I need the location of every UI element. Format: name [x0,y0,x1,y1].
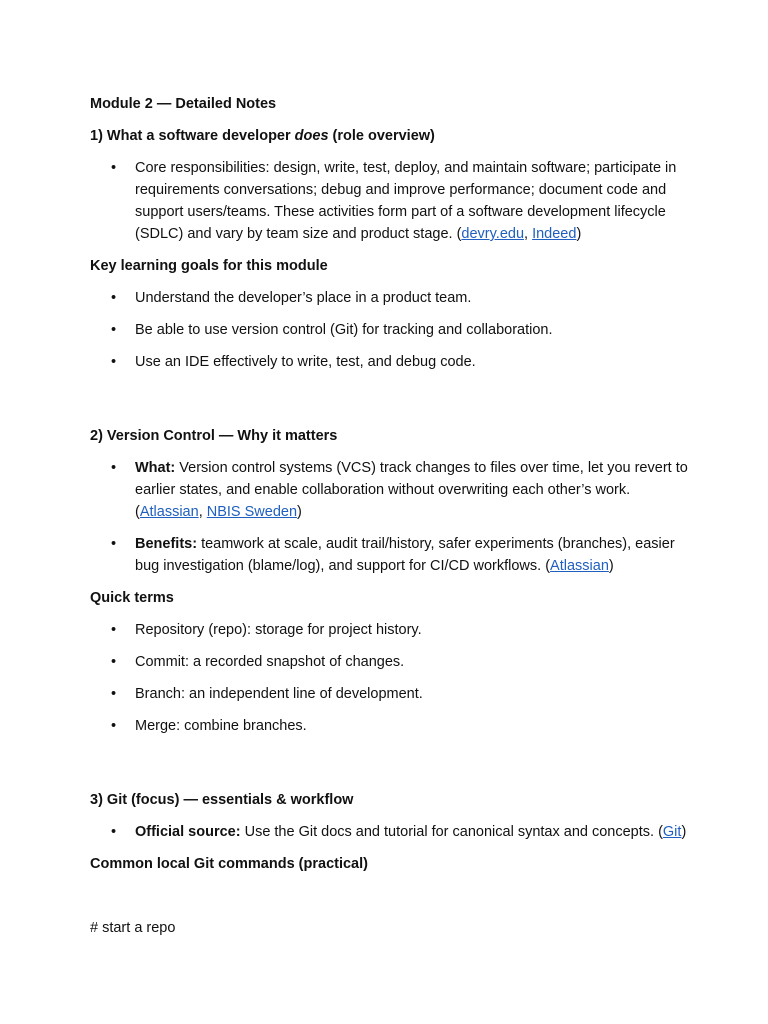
list-item: • Core responsibilities: design, write, test, deploy, and maintain software; participate in requirements conversations; debug and improve performance; document code and support users/teams. These activities form part of a software development lifecycle (SDLC) and vary by team size and product stage. (devry.edu, Indeed) [90,157,690,245]
section-1-heading: 1) What a software developer does (role overview) [90,128,435,144]
goals-list [90,287,690,373]
document-body [90,90,690,939]
link-atlassian-2[interactable]: Atlassian [550,558,609,574]
link-git[interactable]: Git [662,824,682,840]
link-nbis-sweden[interactable]: NBIS Sweden [206,504,298,520]
section-3-list [90,821,690,843]
list-item: • Repository (repo): storage for project history. [90,619,690,641]
link-devry[interactable]: devry.edu [461,226,525,242]
spacer [90,383,690,415]
commands-heading: Common local Git commands (practical) [90,856,368,872]
section-2-heading: 2) Version Control — Why it matters [90,428,338,444]
terms-list [90,619,690,737]
terms-heading: Quick terms [90,590,174,606]
page-title: Module 2 — Detailed Notes [90,96,277,112]
section-3-heading: 3) Git (focus) — essentials & workflow [90,792,354,808]
list-item: • Benefits: teamwork at scale, audit trail/history, safer experiments (branches), easier bug investigation (blame/log), and support for CI/CD workflows. (Atlassian) [90,533,690,577]
goals-heading: Key learning goals for this module [90,258,328,274]
list-item: • Commit: a recorded snapshot of changes. [90,651,690,673]
link-atlassian[interactable]: Atlassian [139,504,199,520]
list-item: • Official source: Use the Git docs and tutorial for canonical syntax and concepts. (Git) [90,821,690,843]
list-item: • Be able to use version control (Git) for tracking and collaboration. [90,319,690,341]
list-item: • Merge: combine branches. [90,715,690,737]
list-item: • What: Version control systems (VCS) track changes to files over time, let you revert to earlier states, and enable collaboration without overwriting each other’s work. (Atlassian, NBIS Sweden) [90,457,690,523]
list-item: • Use an IDE effectively to write, test, and debug code. [90,351,690,373]
spacer [90,747,690,779]
list-item: • Branch: an independent line of development. [90,683,690,705]
link-indeed[interactable]: Indeed [532,226,577,242]
section-1-list [90,157,690,245]
section-2-list [90,457,690,577]
list-item: • Understand the developer’s place in a product team. [90,287,690,309]
code-comment: # start a repo [90,920,176,936]
